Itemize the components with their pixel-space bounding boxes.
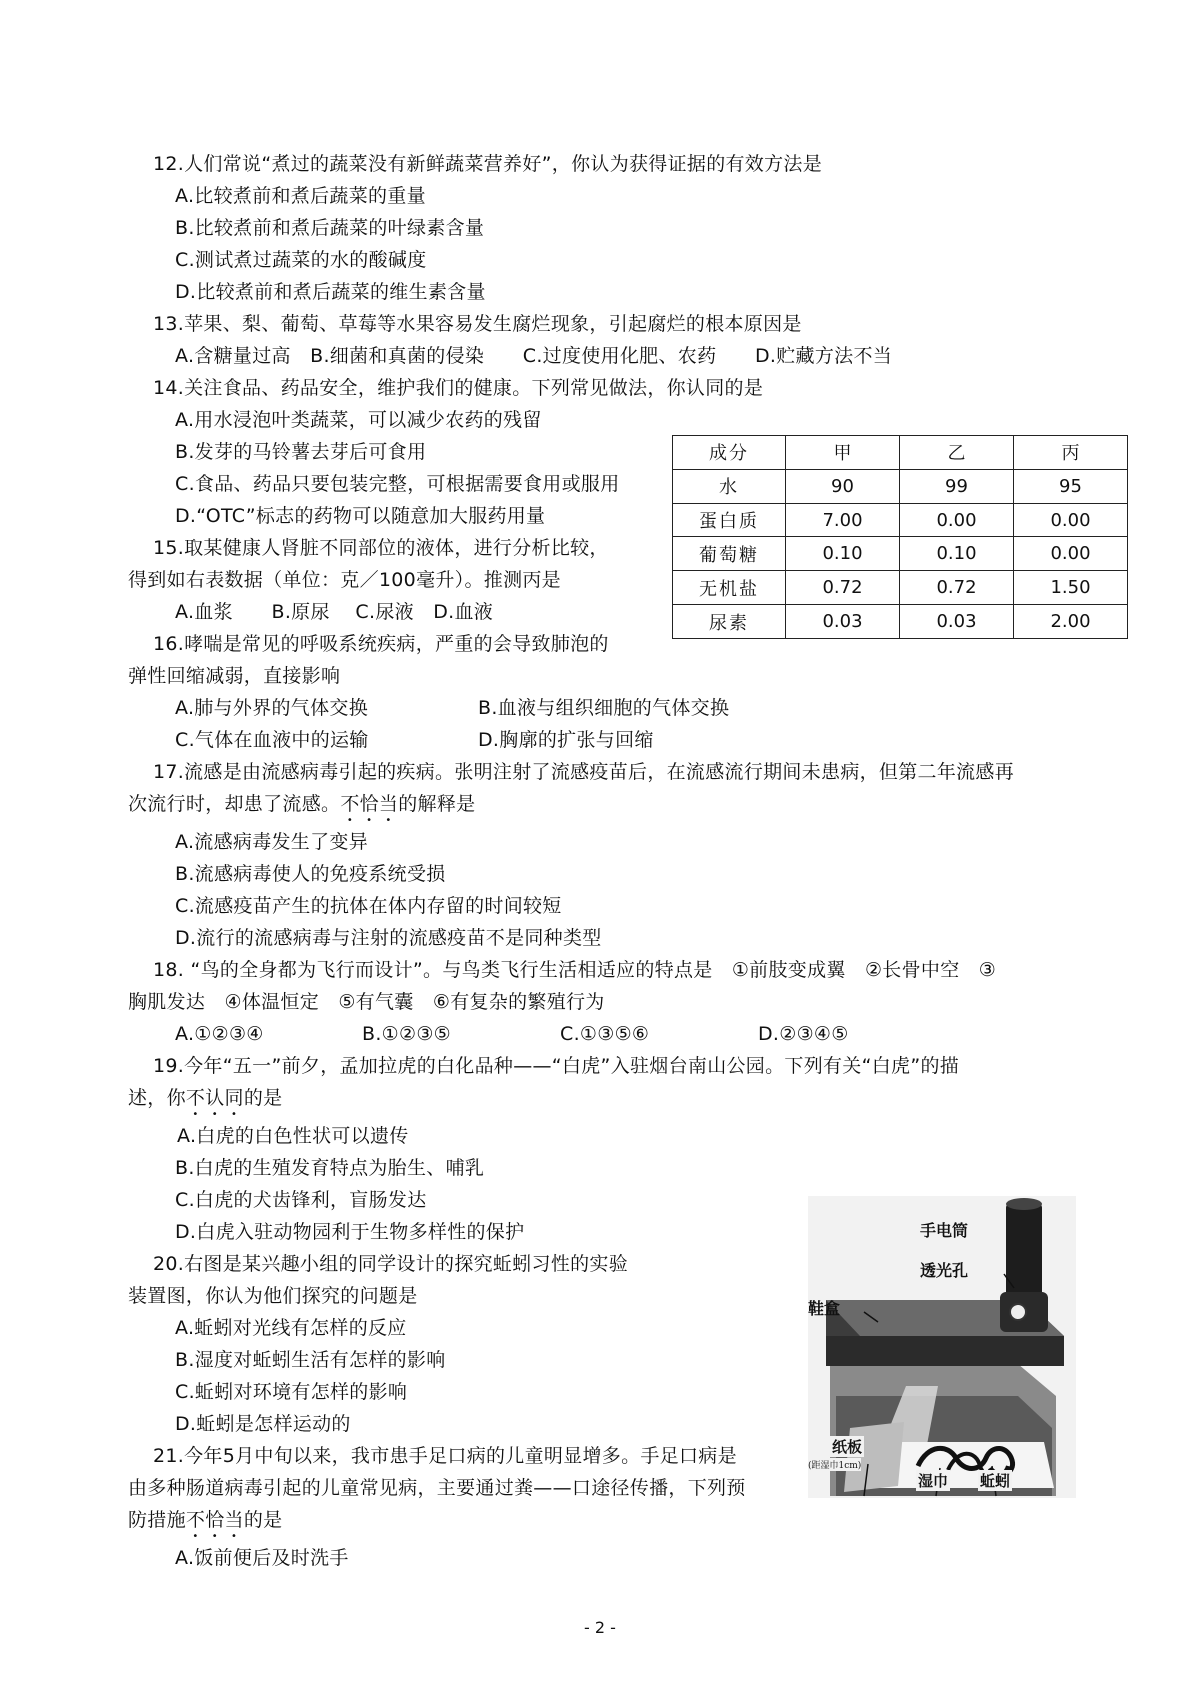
label-earthworm: 蚯蚓 bbox=[980, 1472, 1011, 1490]
q19-text-b: 的是 bbox=[243, 1087, 283, 1109]
label-shoebox: 鞋盒 bbox=[808, 1299, 841, 1318]
q16-option-c: C.气体在血液中的运输 bbox=[175, 729, 369, 751]
q14-option-b: B.发芽的马铃薯去芽后可食用 bbox=[175, 441, 427, 463]
table-cell: 95 bbox=[1014, 469, 1128, 503]
q17-option-d: D.流行的流感病毒与注射的流感疫苗不是同种类型 bbox=[175, 927, 602, 949]
table-cell: 2.00 bbox=[1014, 605, 1128, 639]
table-cell: 0.00 bbox=[1014, 537, 1128, 571]
label-light-hole: 透光孔 bbox=[920, 1261, 969, 1280]
q14-option-d: D.“OTC”标志的药物可以随意加大服药用量 bbox=[175, 505, 546, 527]
q18-stem-line1: 18. “鸟的全身都为飞行而设计”。与鸟类飞行生活相适应的特点是 ①前肢变成翼 ②长骨中空 ③ bbox=[153, 959, 997, 981]
q21-option-a: A.饭前便后及时洗手 bbox=[175, 1547, 349, 1569]
table-row bbox=[673, 469, 1128, 503]
q15-stem-line2: 得到如右表数据（单位：克／100毫升）。推测丙是 bbox=[128, 569, 561, 591]
q20-option-d: D.蚯蚓是怎样运动的 bbox=[175, 1413, 351, 1435]
q21-stem-line1: 21.今年5月中旬以来，我市患手足口病的儿童明显增多。手足口病是 bbox=[153, 1445, 737, 1467]
label-wet-towel: 湿巾 bbox=[918, 1472, 949, 1490]
table-cell: 水 bbox=[673, 469, 786, 503]
table-row bbox=[673, 537, 1128, 571]
q12-option-d: D.比较煮前和煮后蔬菜的维生素含量 bbox=[175, 281, 486, 303]
q20-option-a: A.蚯蚓对光线有怎样的反应 bbox=[175, 1317, 407, 1339]
table-cell: 0.10 bbox=[900, 537, 1014, 571]
q14-option-c: C.食品、药品只要包装完整，可根据需要食用或服用 bbox=[175, 473, 620, 495]
q17-stem-line2 bbox=[128, 792, 475, 826]
kidney-fluid-table bbox=[672, 435, 1128, 639]
q17-text-a: 次流行时，却患了流感。 bbox=[128, 793, 341, 815]
label-flashlight: 手电筒 bbox=[920, 1221, 969, 1240]
q20-option-b: B.湿度对蚯蚓生活有怎样的影响 bbox=[175, 1349, 446, 1371]
table-row bbox=[673, 503, 1128, 537]
table-cell: 0.00 bbox=[1014, 503, 1128, 537]
q20-stem-line1: 20.右图是某兴趣小组的同学设计的探究蚯蚓习性的实验 bbox=[153, 1253, 629, 1275]
table-cell: 0.72 bbox=[786, 571, 900, 605]
q20-option-c: C.蚯蚓对环境有怎样的影响 bbox=[175, 1381, 408, 1403]
page-number: - 2 - bbox=[584, 1618, 616, 1637]
label-board: 纸板 bbox=[832, 1438, 863, 1456]
q21-stem-line3 bbox=[128, 1508, 282, 1542]
q16-stem-line1: 16.哮喘是常见的呼吸系统疾病，严重的会导致肺泡的 bbox=[153, 633, 609, 655]
q17-stem-line1: 17.流感是由流感病毒引起的疾病。张明注射了流感疫苗后，在流感流行期间未患病，但第二年流感再 bbox=[153, 761, 1015, 783]
table-cell: 90 bbox=[786, 469, 900, 503]
q19-option-c: C.白虎的犬齿锋利，盲肠发达 bbox=[175, 1189, 427, 1211]
q12-option-c: C.测试煮过蔬菜的水的酸碱度 bbox=[175, 249, 427, 271]
table-header-cell: 成分 bbox=[673, 436, 786, 470]
q21-stem-line2: 由多种肠道病毒引起的儿童常见病，主要通过粪——口途径传播，下列预 bbox=[128, 1477, 746, 1499]
q14-stem: 14.关注食品、药品安全，维护我们的健康。下列常见做法，你认同的是 bbox=[153, 377, 764, 399]
q18-option-b: B.①②③⑤ bbox=[362, 1023, 452, 1045]
q12-stem: 12.人们常说“煮过的蔬菜没有新鲜蔬菜营养好”，你认为获得证据的有效方法是 bbox=[153, 153, 823, 175]
q15-options: A.血浆 B.原尿 C.尿液 D.血液 bbox=[175, 601, 494, 623]
table-cell: 尿素 bbox=[673, 605, 786, 639]
q18-option-a: A.①②③④ bbox=[175, 1023, 264, 1045]
table-row bbox=[673, 571, 1128, 605]
label-board-note: (距湿巾1cm) bbox=[808, 1458, 861, 1471]
q16-option-a: A.肺与外界的气体交换 bbox=[175, 697, 369, 719]
q13-options: A.含糖量过高 B.细菌和真菌的侵染 C.过度使用化肥、农药 D.贮藏方法不当 bbox=[175, 345, 893, 367]
q13-stem: 13.苹果、梨、葡萄、草莓等水果容易发生腐烂现象，引起腐烂的根本原因是 bbox=[153, 313, 802, 335]
q18-stem-line2: 胸肌发达 ④体温恒定 ⑤有气囊 ⑥有复杂的繁殖行为 bbox=[128, 991, 605, 1013]
table-cell: 0.03 bbox=[900, 605, 1014, 639]
table-cell: 0.03 bbox=[786, 605, 900, 639]
q17-option-b: B.流感病毒使人的免疫系统受损 bbox=[175, 863, 446, 885]
table-cell: 蛋白质 bbox=[673, 503, 786, 537]
q18-option-d: D.②③④⑤ bbox=[758, 1023, 849, 1045]
q14-option-a: A.用水浸泡叶类蔬菜，可以减少农药的残留 bbox=[175, 409, 542, 431]
table-cell: 0.10 bbox=[786, 537, 900, 571]
q21-text-b: 的是 bbox=[243, 1509, 283, 1531]
table-cell: 1.50 bbox=[1014, 571, 1128, 605]
q19-option-b: B.白虎的生殖发育特点为胎生、哺乳 bbox=[175, 1157, 485, 1179]
q20-stem-line2: 装置图，你认为他们探究的问题是 bbox=[128, 1285, 418, 1307]
q19-stem-line1: 19.今年“五一”前夕，孟加拉虎的白化品种——“白虎”入驻烟台南山公园。下列有关“白虎”的描 bbox=[153, 1055, 960, 1077]
q17-emphasis: 不恰当 bbox=[340, 793, 399, 815]
q19-option-a: A.白虎的白色性状可以遗传 bbox=[177, 1125, 409, 1147]
q19-option-d: D.白虎入驻动物园利于生物多样性的保护 bbox=[175, 1221, 525, 1243]
q19-emphasis: 不认同 bbox=[185, 1087, 244, 1109]
table-row bbox=[673, 605, 1128, 639]
q16-option-b: B.血液与组织细胞的气体交换 bbox=[478, 697, 730, 719]
table-header-cell: 乙 bbox=[900, 436, 1014, 470]
table-cell: 99 bbox=[900, 469, 1014, 503]
table-cell: 0.72 bbox=[900, 571, 1014, 605]
earthworm-experiment-figure bbox=[808, 1196, 1076, 1498]
table-header-cell: 甲 bbox=[786, 436, 900, 470]
q19-stem-line2 bbox=[128, 1086, 282, 1120]
table-cell: 7.00 bbox=[786, 503, 900, 537]
q16-option-d: D.胸廓的扩张与回缩 bbox=[478, 729, 654, 751]
q21-text-a: 防措施 bbox=[128, 1509, 186, 1531]
q12-option-b: B.比较煮前和煮后蔬菜的叶绿素含量 bbox=[175, 217, 485, 239]
table-cell: 葡萄糖 bbox=[673, 537, 786, 571]
q15-stem-line1: 15.取某健康人肾脏不同部位的液体，进行分析比较， bbox=[153, 537, 609, 559]
q12-option-a: A.比较煮前和煮后蔬菜的重量 bbox=[175, 185, 426, 207]
table-header-cell: 丙 bbox=[1014, 436, 1128, 470]
q17-option-c: C.流感疫苗产生的抗体在体内存留的时间较短 bbox=[175, 895, 562, 917]
table-cell: 无机盐 bbox=[673, 571, 786, 605]
q19-text-a: 述，你 bbox=[128, 1087, 186, 1109]
q18-option-c: C.①③⑤⑥ bbox=[560, 1023, 650, 1045]
q17-option-a: A.流感病毒发生了变异 bbox=[175, 831, 369, 853]
q21-emphasis: 不恰当 bbox=[185, 1509, 244, 1531]
table-header-row bbox=[673, 436, 1128, 470]
q17-text-b: 的解释是 bbox=[398, 793, 476, 815]
table-cell: 0.00 bbox=[900, 503, 1014, 537]
q16-stem-line2: 弹性回缩减弱，直接影响 bbox=[128, 665, 341, 687]
